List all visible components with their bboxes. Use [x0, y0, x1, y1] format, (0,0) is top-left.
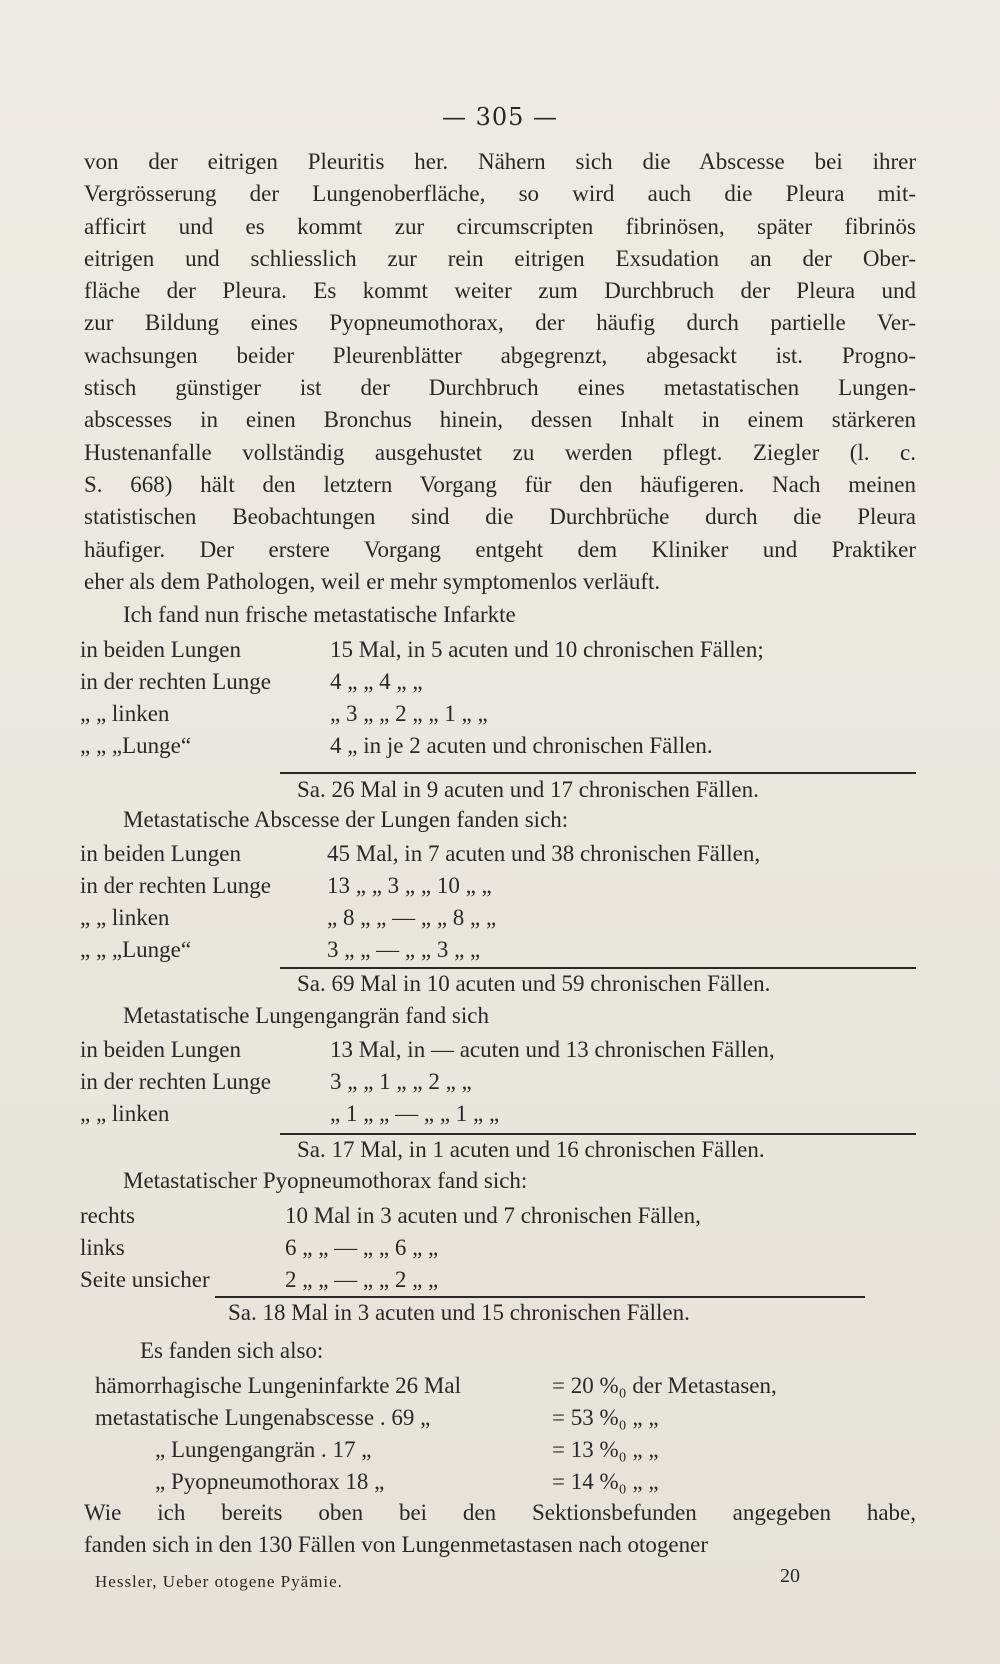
- row-label: in der rechten Lunge: [80, 1069, 271, 1094]
- page-number: — 305 —: [441, 103, 559, 131]
- summary-label: „ Pyopneumothorax 18 „: [155, 1469, 385, 1494]
- table1-sum: Sa. 26 Mal in 9 acuten und 17 chronischen Fällen.: [297, 777, 759, 802]
- row-values: 3 „ „ — „ „ 3 „ „: [327, 937, 481, 962]
- table3-sum-rule: [280, 1133, 916, 1135]
- text-line: stisch günstiger ist der Durchbruch eines metastatischen Lungen-: [84, 375, 916, 401]
- row-label: in beiden Lungen: [80, 1037, 241, 1062]
- row-values: 13 „ „ 3 „ „ 10 „ „: [327, 873, 492, 898]
- row-values: „ 8 „ „ — „ „ 8 „ „: [327, 905, 497, 930]
- table2-heading: Metastatische Abscesse der Lungen fanden sich:: [123, 807, 569, 832]
- summary-heading: Es fanden sich also:: [140, 1338, 324, 1363]
- row-values: 6 „ „ — „ „ 6 „ „: [285, 1235, 439, 1260]
- row-label: rechts: [80, 1203, 135, 1228]
- table3-heading: Metastatische Lungengangrän fand sich: [123, 1003, 489, 1028]
- text-line: fanden sich in den 130 Fällen von Lungenmetastasen nach otogener: [84, 1532, 709, 1558]
- text-line: Wie ich bereits oben bei den Sektionsbefunden angegeben habe,: [84, 1500, 916, 1525]
- row-values: 4 „ „ 4 „ „: [330, 669, 423, 694]
- text-line: Hustenanfalle vollständig ausgehustet zu werden pflegt. Ziegler (l. c.: [84, 439, 916, 465]
- summary-percentage: = 53 %₀ „ „: [552, 1405, 659, 1430]
- row-label: in beiden Lungen: [80, 637, 241, 662]
- table4-heading: Metastatischer Pyopneumothorax fand sich:: [123, 1168, 528, 1193]
- signature-mark: 20: [780, 1565, 800, 1587]
- text-line: eitrigen und schliesslich zur rein eitrigen Exsudation an der Ober-: [84, 245, 916, 271]
- table1-sum-rule: [280, 772, 916, 774]
- row-values: 2 „ „ — „ „ 2 „ „: [285, 1267, 439, 1292]
- summary-percentage: = 13 %₀ „ „: [552, 1437, 659, 1462]
- row-label: „ „ „Lunge“: [80, 937, 192, 962]
- table3-sum: Sa. 17 Mal, in 1 acuten und 16 chronischen Fällen.: [297, 1137, 765, 1162]
- row-label: in der rechten Lunge: [80, 669, 271, 694]
- paragraph-main: [84, 146, 916, 598]
- text-line: eher als dem Pathologen, weil er mehr symptomenlos verläuft.: [84, 568, 661, 594]
- table1-heading: Ich fand nun frische metastatische Infarkte: [123, 602, 516, 627]
- row-label: „ „ linken: [80, 701, 170, 726]
- row-values: 4 „ in je 2 acuten und chronischen Fällen.: [330, 733, 713, 758]
- paragraph-closing: [84, 1497, 916, 1562]
- row-label: Seite unsicher: [80, 1267, 210, 1292]
- row-values: 10 Mal in 3 acuten und 7 chronischen Fällen,: [285, 1203, 701, 1228]
- row-values: „ 3 „ „ 2 „ „ 1 „ „: [330, 701, 488, 726]
- text-line: häufiger. Der erstere Vorgang entgeht dem Kliniker und Praktiker: [84, 536, 916, 562]
- row-label: links: [80, 1235, 125, 1260]
- summary-label: „ Lungengangrän . 17 „: [155, 1437, 372, 1462]
- row-label: „ „ „Lunge“: [80, 733, 192, 758]
- summary-label: hämorrhagische Lungeninfarkte 26 Mal: [95, 1373, 461, 1398]
- text-line: S. 668) hält den letztern Vorgang für den häufigeren. Nach meinen: [84, 471, 916, 497]
- text-line: zur Bildung eines Pyopneumothorax, der häufig durch partielle Ver-: [84, 310, 916, 336]
- row-values: 45 Mal, in 7 acuten und 38 chronischen Fällen,: [327, 841, 761, 866]
- text-line: fläche der Pleura. Es kommt weiter zum Durchbruch der Pleura und: [84, 278, 916, 304]
- row-values: „ 1 „ „ — „ „ 1 „ „: [330, 1101, 500, 1126]
- table4-sum: Sa. 18 Mal in 3 acuten und 15 chronischen Fällen.: [228, 1300, 690, 1325]
- row-values: 15 Mal, in 5 acuten und 10 chronischen Fällen;: [330, 637, 764, 662]
- text-line: Vergrösserung der Lungenoberfläche, so wird auch die Pleura mit-: [84, 181, 916, 207]
- row-values: 13 Mal, in — acuten und 13 chronischen Fällen,: [330, 1037, 775, 1062]
- text-line: statistischen Beobachtungen sind die Durchbrüche durch die Pleura: [84, 504, 916, 530]
- text-line: wachsungen beider Pleurenblätter abgegrenzt, abgesackt ist. Progno-: [84, 342, 916, 368]
- row-label: in beiden Lungen: [80, 841, 241, 866]
- table4-sum-rule: [215, 1296, 865, 1298]
- summary-percentage: = 20 %₀ der Metastasen,: [552, 1373, 777, 1398]
- text-line: afficirt und es kommt zur circumscripten fibrinösen, später fibrinös: [84, 213, 916, 239]
- row-label: in der rechten Lunge: [80, 873, 271, 898]
- row-label: „ „ linken: [80, 1101, 170, 1126]
- running-title: Hessler, Ueber otogene Pyämie.: [95, 1572, 343, 1591]
- summary-label: metastatische Lungenabscesse . 69 „: [95, 1405, 431, 1430]
- summary-percentage: = 14 %₀ „ „: [552, 1469, 659, 1494]
- table2-sum: Sa. 69 Mal in 10 acuten und 59 chronischen Fällen.: [297, 971, 771, 996]
- row-label: „ „ linken: [80, 905, 170, 930]
- row-values: 3 „ „ 1 „ „ 2 „ „: [330, 1069, 472, 1094]
- text-line: abscesses in einen Bronchus hinein, dessen Inhalt in einem stärkeren: [84, 407, 916, 433]
- text-line: von der eitrigen Pleuritis her. Nähern sich die Abscesse bei ihrer: [84, 149, 916, 174]
- table2-sum-rule: [280, 967, 916, 969]
